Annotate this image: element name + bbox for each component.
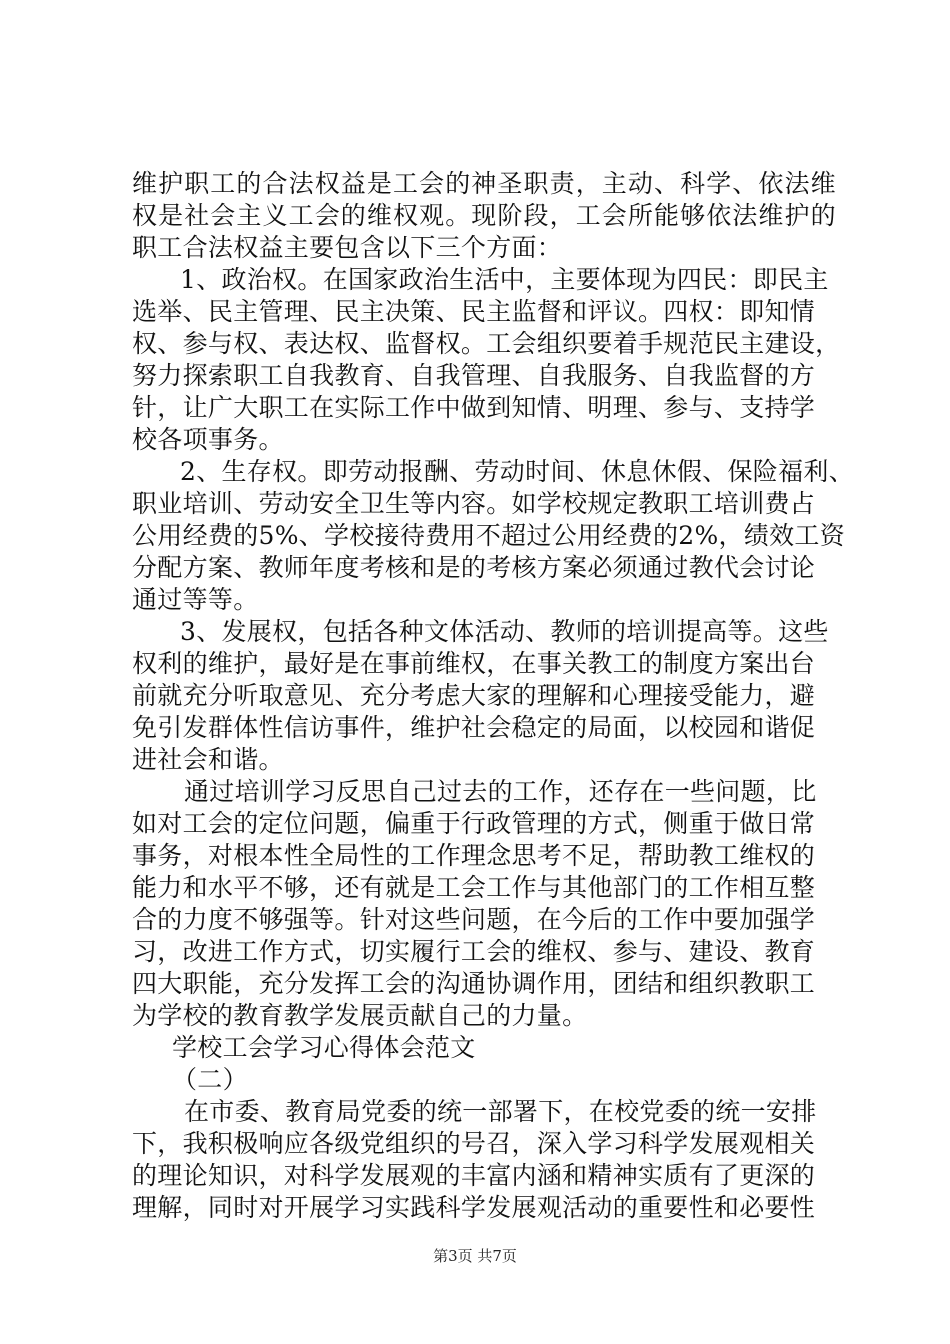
document-body xyxy=(132,168,855,1224)
text-line: 事务，对根本性全局性的工作理念思考不足，帮助教工维权的 xyxy=(132,841,816,870)
text-line: 努力探索职工自我教育、自我管理、自我服务、自我监督的方 xyxy=(132,361,816,390)
text-line: 权、参与权、表达权、监督权。工会组织要着手规范民主建设， xyxy=(132,329,841,358)
text-line: 1、政治权。在国家政治生活中，主要体现为四民：即民主 xyxy=(180,265,829,294)
text-line: 免引发群体性信访事件，维护社会稳定的局面，以校园和谐促 xyxy=(132,713,816,742)
paragraph-final xyxy=(132,1096,832,1224)
section-subtitle: （二） xyxy=(172,1065,248,1094)
text-line: 理解，同时对开展学习实践科学发展观活动的重要性和必要性 xyxy=(132,1193,816,1222)
text-line: 进社会和谐。 xyxy=(132,745,284,774)
text-line: 职工合法权益主要包含以下三个方面： xyxy=(132,233,563,262)
text-line: 选举、民主管理、民主决策、民主监督和评议。四权：即知情 xyxy=(132,297,816,326)
paragraph-survival-rights xyxy=(132,456,855,616)
text-line: 权是社会主义工会的维权观。现阶段，工会所能够依法维护的 xyxy=(132,201,837,230)
text-line: 通过等等。 xyxy=(132,585,259,614)
text-line: 通过培训学习反思自己过去的工作，还存在一些问题，比 xyxy=(184,777,817,806)
text-line: 2、生存权。即劳动报酬、劳动时间、休息休假、保险福利、 xyxy=(180,457,855,486)
text-line: 公用经费的5%、学校接待费用不超过公用经费的2%，绩效工资 xyxy=(132,521,846,550)
section-title: 学校工会学习心得体会范文 xyxy=(172,1033,476,1062)
paragraph-development-rights xyxy=(132,616,832,776)
paragraph-political-rights xyxy=(132,264,841,456)
text-line: 的理论知识，对科学发展观的丰富内涵和精神实质有了更深的 xyxy=(132,1161,816,1190)
text-line: 前就充分听取意见、充分考虑大家的理解和心理接受能力，避 xyxy=(132,681,816,710)
text-line: 职业培训、劳动安全卫生等内容。如学校规定教职工培训费占 xyxy=(132,489,816,518)
text-line: 维护职工的合法权益是工会的神圣职责，主动、科学、依法维 xyxy=(132,169,837,198)
text-line: 在市委、教育局党委的统一部署下，在校党委的统一安排 xyxy=(184,1097,817,1126)
text-line: 分配方案、教师年度考核和是的考核方案必须通过教代会讨论 xyxy=(132,553,816,582)
text-line: 能力和水平不够，还有就是工会工作与其他部门的工作相互整 xyxy=(132,873,816,902)
text-line: 下，我积极响应各级党组织的号召，深入学习科学发展观相关 xyxy=(132,1129,816,1158)
text-line: 如对工会的定位问题，偏重于行政管理的方式，侧重于做日常 xyxy=(132,809,816,838)
text-line: 合的力度不够强等。针对这些问题，在今后的工作中要加强学 xyxy=(132,905,816,934)
paragraph-intro xyxy=(132,168,837,264)
page-number-footer: 第3页 共7页 xyxy=(433,1247,517,1265)
text-line: 校各项事务。 xyxy=(132,425,284,454)
text-line: 为学校的教育教学发展贡献自己的力量。 xyxy=(132,1001,588,1030)
text-line: 针，让广大职工在实际工作中做到知情、明理、参与、支持学 xyxy=(132,393,816,422)
text-line: 四大职能，充分发挥工会的沟通协调作用，团结和组织教职工 xyxy=(132,969,816,998)
text-line: 习，改进工作方式，切实履行工会的维权、参与、建设、教育 xyxy=(132,937,816,966)
text-line: 3、发展权，包括各种文体活动、教师的培训提高等。这些 xyxy=(180,617,829,646)
text-line: 权利的维护，最好是在事前维权，在事关教工的制度方案出台 xyxy=(132,649,816,678)
paragraph-reflection xyxy=(132,776,832,1032)
